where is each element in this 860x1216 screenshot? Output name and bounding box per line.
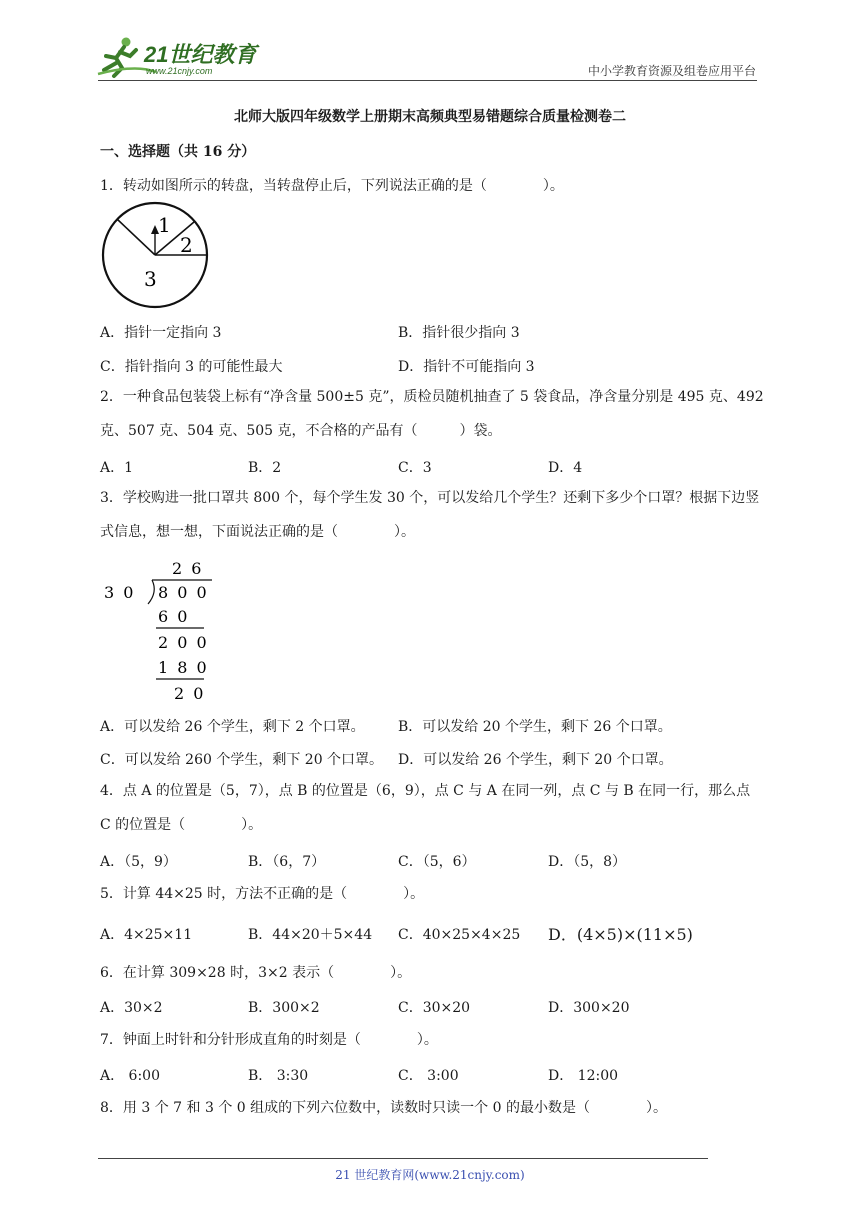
header-divider bbox=[98, 80, 757, 81]
q4-option-c: C．（5，6） bbox=[398, 854, 476, 870]
q6-option-b: B．300×2 bbox=[248, 1000, 320, 1016]
svg-text:www.21cnjy.com: www.21cnjy.com bbox=[146, 66, 213, 76]
svg-text:21世纪教育: 21世纪教育 bbox=[144, 42, 257, 67]
q3-option-a: A．可以发给 26 个学生，剩下 2 个口罩。 bbox=[100, 719, 365, 735]
q6-option-c: C．30×20 bbox=[398, 1000, 471, 1016]
question-3: 3．学校购进一批口罩共 800 个，每个学生发 30 个，可以发给几个学生？还剩下多少个口罩？根据下边竖式信息，想一想，下面说法正确的是（ ）。 bbox=[100, 490, 760, 540]
question-2: 2．一种食品包装袋上标有“净含量 500±5 克”，质检员随机抽查了 5 袋食品，净含量分别是 495 克、492 克、507 克、504 克、505 克，不合格的产品有（ ）袋。 bbox=[100, 389, 764, 439]
q7-option-c: C． 3:00 bbox=[398, 1068, 459, 1084]
q1-option-c: C．指针指向 3 的可能性最大 bbox=[100, 359, 283, 375]
section-heading: 一、选择题（共 16 分） bbox=[100, 144, 256, 160]
question-7: 7．钟面上时针和分针形成直角的时刻是（ ）。 bbox=[100, 1032, 438, 1048]
division-step-3: 1 8 0 bbox=[158, 658, 209, 677]
q4-option-d: D．（5，8） bbox=[548, 854, 627, 870]
platform-name: 中小学教育资源及组卷应用平台 bbox=[587, 64, 756, 78]
q2-option-b: B．2 bbox=[248, 460, 282, 476]
question-5: 5．计算 44×25 时，方法不正确的是（ ）。 bbox=[100, 886, 425, 902]
division-remainder: 2 0 bbox=[174, 684, 206, 703]
exam-title: 北师大版四年级数学上册期末高频典型易错题综合质量检测卷二 bbox=[234, 109, 626, 125]
q5-option-b: B．44×20＋5×44 bbox=[248, 927, 373, 943]
q1-option-d: D．指针不可能指向 3 bbox=[398, 359, 535, 375]
q5-option-d: D．(4×5)×(11×5) bbox=[548, 925, 693, 944]
q2-option-c: C．3 bbox=[398, 460, 432, 476]
division-step-1: 6 0 bbox=[158, 607, 190, 626]
q1-option-b: B．指针很少指向 3 bbox=[398, 325, 520, 341]
question-8: 8．用 3 个 7 和 3 个 0 组成的下列六位数中，读数时只读一个 0 的最小数是（ ）。 bbox=[100, 1100, 667, 1116]
q4-option-b: B．（6，7） bbox=[248, 854, 326, 870]
question-4: 4．点 A 的位置是（5，7），点 B 的位置是（6，9），点 C 与 A 在同一列，点 C 与 B 在同一行，那么点 C 的位置是（ ）。 bbox=[100, 783, 751, 833]
q6-option-a: A．30×2 bbox=[100, 1000, 163, 1016]
long-division-figure bbox=[100, 552, 230, 712]
question-1: 1．转动如图所示的转盘，当转盘停止后，下列说法正确的是（ ）。 bbox=[100, 178, 564, 194]
division-quotient: 2 6 bbox=[172, 559, 204, 578]
division-divisor: 3 0 bbox=[104, 583, 136, 602]
q3-option-c: C．可以发给 260 个学生，剩下 20 个口罩。 bbox=[100, 752, 384, 768]
q7-option-b: B． 3:30 bbox=[248, 1068, 309, 1084]
q2-option-d: D．4 bbox=[548, 460, 583, 476]
q3-option-b: B．可以发给 20 个学生，剩下 26 个口罩。 bbox=[398, 719, 672, 735]
spinner-label-2: 2 bbox=[180, 233, 193, 257]
division-dividend: 8 0 0 bbox=[158, 583, 209, 602]
division-step-2: 2 0 0 bbox=[158, 633, 209, 652]
spinner-label-1: 1 bbox=[158, 213, 171, 237]
q5-option-a: A．4×25×11 bbox=[100, 927, 193, 943]
q6-option-d: D．300×20 bbox=[548, 1000, 630, 1016]
spinner-label-3: 3 bbox=[144, 267, 157, 291]
q4-option-a: A．（5，9） bbox=[100, 854, 177, 870]
q1-option-a: A．指针一定指向 3 bbox=[100, 325, 222, 341]
spinner-figure bbox=[100, 200, 210, 310]
footer-divider bbox=[98, 1158, 708, 1159]
question-6: 6．在计算 309×28 时，3×2 表示（ ）。 bbox=[100, 965, 412, 981]
q5-option-c: C．40×25×4×25 bbox=[398, 927, 521, 943]
q2-option-a: A．1 bbox=[100, 460, 134, 476]
q7-option-d: D． 12:00 bbox=[548, 1068, 619, 1084]
q7-option-a: A． 6:00 bbox=[100, 1068, 160, 1084]
site-logo bbox=[96, 34, 266, 80]
footer-text: 21 世纪教育网(www.21cnjy.com) bbox=[335, 1168, 525, 1182]
q3-option-d: D．可以发给 26 个学生，剩下 20 个口罩。 bbox=[398, 752, 673, 768]
